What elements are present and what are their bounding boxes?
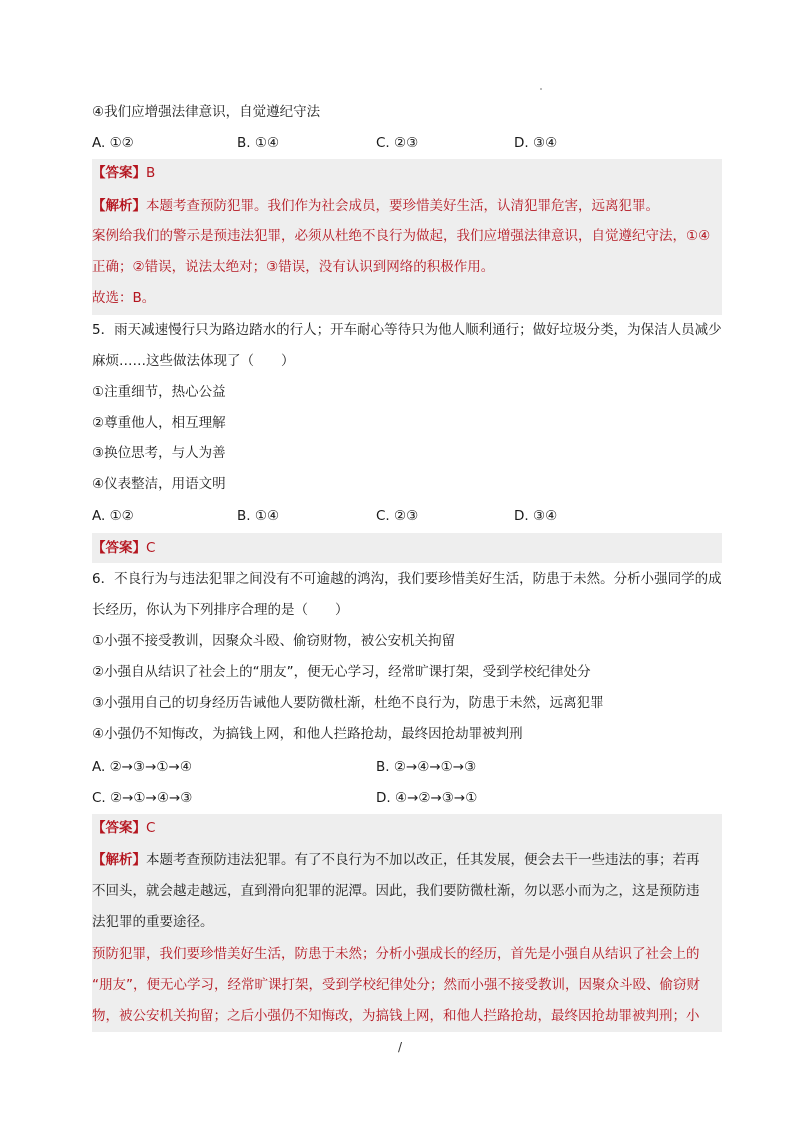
q4-analysis-line-4: 故选：B。 bbox=[92, 290, 156, 306]
q6-stem-line-1: 6．不良行为与违法犯罪之间没有不可逾越的鸿沟，我们要珍惜美好生活，防患于未然。分析小强同学的成 bbox=[92, 571, 722, 587]
q6-option-c: C. ②→①→④→③ bbox=[92, 790, 193, 806]
q4-item-4: ④我们应增强法律意识，自觉遵纪守法 bbox=[92, 104, 321, 120]
q4-answer-value: B bbox=[146, 165, 156, 181]
q4-option-d: D. ③④ bbox=[514, 135, 558, 151]
q6-analysis-line-2: 不回头，就会越走越远，直到滑向犯罪的泥潭。因此，我们要防微杜渐，勿以恶小而为之，这是预防违 bbox=[92, 883, 700, 899]
q6-option-d: D. ④→②→③→① bbox=[376, 790, 478, 806]
q5-item-3: ③换位思考，与人为善 bbox=[92, 445, 226, 461]
q4-options bbox=[92, 133, 722, 153]
q6-options-row-2 bbox=[92, 788, 722, 808]
q5-option-d: D. ③④ bbox=[514, 508, 558, 524]
q6-answer bbox=[92, 818, 155, 838]
q5-answer-label: 【答案】 bbox=[92, 540, 146, 556]
q5-item-2: ②尊重他人，相互理解 bbox=[92, 415, 226, 431]
q6-option-a: A. ②→③→①→④ bbox=[92, 759, 192, 775]
page-number: / bbox=[398, 1040, 403, 1054]
q4-analysis-label: 【解析】 bbox=[92, 198, 146, 214]
q6-item-2: ②小强自从结识了社会上的“朋友”，便无心学习，经常旷课打架，受到学校纪律处分 bbox=[92, 664, 591, 680]
q6-option-b: B. ②→④→①→③ bbox=[376, 759, 477, 775]
q4-option-a: A. ①② bbox=[92, 135, 134, 151]
q5-answer bbox=[92, 538, 155, 558]
q6-options-row-1 bbox=[92, 757, 722, 777]
q5-item-4: ④仪表整洁，用语文明 bbox=[92, 476, 226, 492]
q5-option-a: A. ①② bbox=[92, 508, 134, 524]
speck-mark bbox=[540, 88, 542, 90]
q5-item-1: ①注重细节，热心公益 bbox=[92, 384, 226, 400]
q4-option-b: B. ①④ bbox=[237, 135, 280, 151]
q5-stem-line-1: 5．雨天减速慢行只为路边踏水的行人；开车耐心等待只为他人顺利通行；做好垃圾分类，为保洁人员减少 bbox=[92, 322, 722, 338]
q6-item-4: ④小强仍不知悔改，为搞钱上网，和他人拦路抢劫，最终因抢劫罪被判刑 bbox=[92, 726, 523, 742]
q6-analysis-line-3: 法犯罪的重要途径。 bbox=[92, 914, 214, 930]
q6-analysis-line-6: 物，被公安机关拘留；之后小强仍不知悔改，为搞钱上网，和他人拦路抢劫，最终因抢劫罪被判刑；小 bbox=[92, 1008, 700, 1024]
q4-option-c: C. ②③ bbox=[376, 135, 419, 151]
q6-analysis-line-4: 预防犯罪，我们要珍惜美好生活，防患于未然；分析小强成长的经历，首先是小强自从结识了社会上的 bbox=[92, 946, 700, 962]
q6-item-3: ③小强用自己的切身经历告诫他人要防微杜渐，杜绝不良行为，防患于未然，远离犯罪 bbox=[92, 695, 604, 711]
q5-stem-line-2: 麻烦……这些做法体现了（ ） bbox=[92, 353, 295, 369]
q6-analysis-line-1: 【解析】本题考查预防违法犯罪。有了不良行为不加以改正，任其发展，便会去干一些违法的事；若再 bbox=[92, 852, 700, 868]
q5-answer-block bbox=[92, 533, 722, 563]
q6-answer-label: 【答案】 bbox=[92, 820, 146, 836]
q5-option-b: B. ①④ bbox=[237, 508, 280, 524]
q4-analysis-line-3: 正确；②错误，说法太绝对；③错误，没有认识到网络的积极作用。 bbox=[92, 259, 495, 275]
q6-analysis-label: 【解析】 bbox=[92, 852, 146, 868]
q6-item-1: ①小强不接受教训，因聚众斗殴、偷窃财物，被公安机关拘留 bbox=[92, 633, 456, 649]
q6-answer-value: C bbox=[146, 820, 156, 836]
q4-answer bbox=[92, 163, 155, 183]
q4-analysis-line-2: 案例给我们的警示是预违法犯罪，必须从杜绝不良行为做起，我们应增强法律意识，自觉遵纪守法，①④ bbox=[92, 228, 711, 244]
q4-answer-label: 【答案】 bbox=[92, 165, 146, 181]
q5-option-c: C. ②③ bbox=[376, 508, 419, 524]
q4-analysis-line-1: 【解析】本题考查预防犯罪。我们作为社会成员，要珍惜美好生活，认清犯罪危害，远离犯罪。 bbox=[92, 198, 659, 214]
q6-stem-line-2: 长经历，你认为下列排序合理的是（ ） bbox=[92, 602, 349, 618]
q5-answer-value: C bbox=[146, 540, 156, 556]
q6-analysis-line-5: “朋友”，便无心学习，经常旷课打架，受到学校纪律处分；然而小强不接受教训，因聚众斗殴、偷窃财 bbox=[92, 977, 700, 993]
q5-options bbox=[92, 506, 722, 526]
